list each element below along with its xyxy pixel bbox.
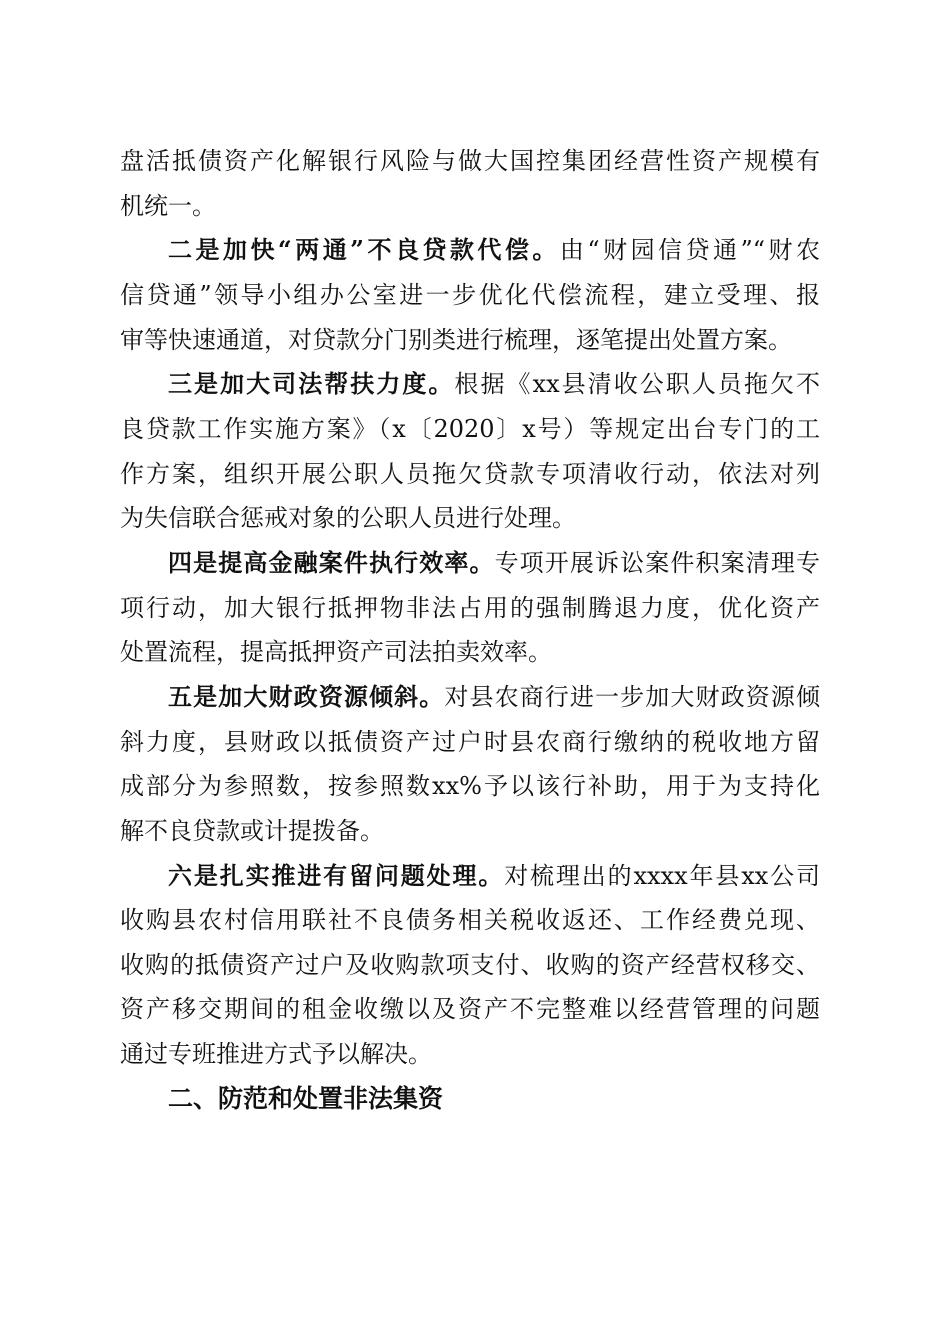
paragraph xyxy=(120,362,820,541)
paragraph-text: 由“财园信贷通”“财农 xyxy=(559,236,821,265)
text-line xyxy=(120,675,820,720)
text-line: 收购县农村信用联社不良债务相关税收返还、工作经费兑现、 xyxy=(120,906,820,935)
paragraph-lead: 四是提高金融案件执行效率。 xyxy=(168,547,495,577)
text-line: 处置流程，提高抵押资产司法拍卖效率。 xyxy=(120,638,552,667)
text-line: 资产移交期间的租金收缴以及资产不完整难以经营管理的问题 xyxy=(120,995,820,1024)
text-line: 审等快速通道，对贷款分门别类进行梳理，逐笔提出处置方案。 xyxy=(120,325,792,354)
paragraph-lead: 六是扎实推进有留问题处理。 xyxy=(168,860,505,890)
text-line xyxy=(120,139,820,184)
paragraph-text: 专项开展诉讼案件积案清理专 xyxy=(494,548,821,577)
document-body xyxy=(120,139,820,1121)
text-line: 项行动，加大银行抵押物非法占用的强制腾退力度，优化资产 xyxy=(120,593,820,622)
paragraph-lead: 二是加快“两通”不良贷款代偿。 xyxy=(168,235,560,265)
text-line: 收购的抵债资产过户及收购款项支付、收购的资产经营权移交、 xyxy=(120,950,820,979)
paragraph-text: 盘活抵债资产化解银行风险与做大国控集团经营性资产规模有 xyxy=(120,147,820,175)
text-line: 信贷通”领导小组办公室进一步优化代偿流程，建立受理、报 xyxy=(120,280,820,309)
text-line: 为失信联合惩戒对象的公职人员进行处理。 xyxy=(120,504,576,533)
paragraph-lead: 五是加大财政资源倾斜。 xyxy=(168,681,445,711)
paragraph-lead: 三是加大司法帮扶力度。 xyxy=(168,369,455,399)
text-line: 作方案，组织开展公职人员拖欠贷款专项清收行动，依法对列 xyxy=(120,459,820,488)
text-line: 解不良贷款或计提拨备。 xyxy=(120,816,384,845)
paragraph-text: 根据《xx县清收公职人员拖欠不 xyxy=(454,370,820,399)
paragraph xyxy=(120,541,820,675)
text-line xyxy=(120,362,820,407)
paragraph xyxy=(120,139,820,228)
section-heading: 二、防范和处置非法集资 xyxy=(168,1083,444,1113)
text-line: 机统一。 xyxy=(120,191,216,220)
paragraph-text: 对县农商行进一步加大财政资源倾 xyxy=(444,682,821,711)
text-line: 斜力度，县财政以抵债资产过户时县农商行缴纳的税收地方留 xyxy=(120,727,820,756)
paragraph xyxy=(120,854,820,1077)
text-line xyxy=(120,541,820,586)
text-line: 成部分为参照数，按参照数xx%予以该行补助，用于为支持化 xyxy=(120,772,820,801)
paragraph-text: 对梳理出的xxxx年县xx公司 xyxy=(504,861,820,890)
text-line xyxy=(120,228,820,273)
text-line xyxy=(120,854,820,899)
text-line: 通过专班推进方式予以解决。 xyxy=(120,1040,432,1069)
paragraph xyxy=(120,675,820,854)
paragraph xyxy=(120,228,820,362)
text-line: 良贷款工作实施方案》（x〔2020〕x号）等规定出台专门的工 xyxy=(120,414,820,443)
